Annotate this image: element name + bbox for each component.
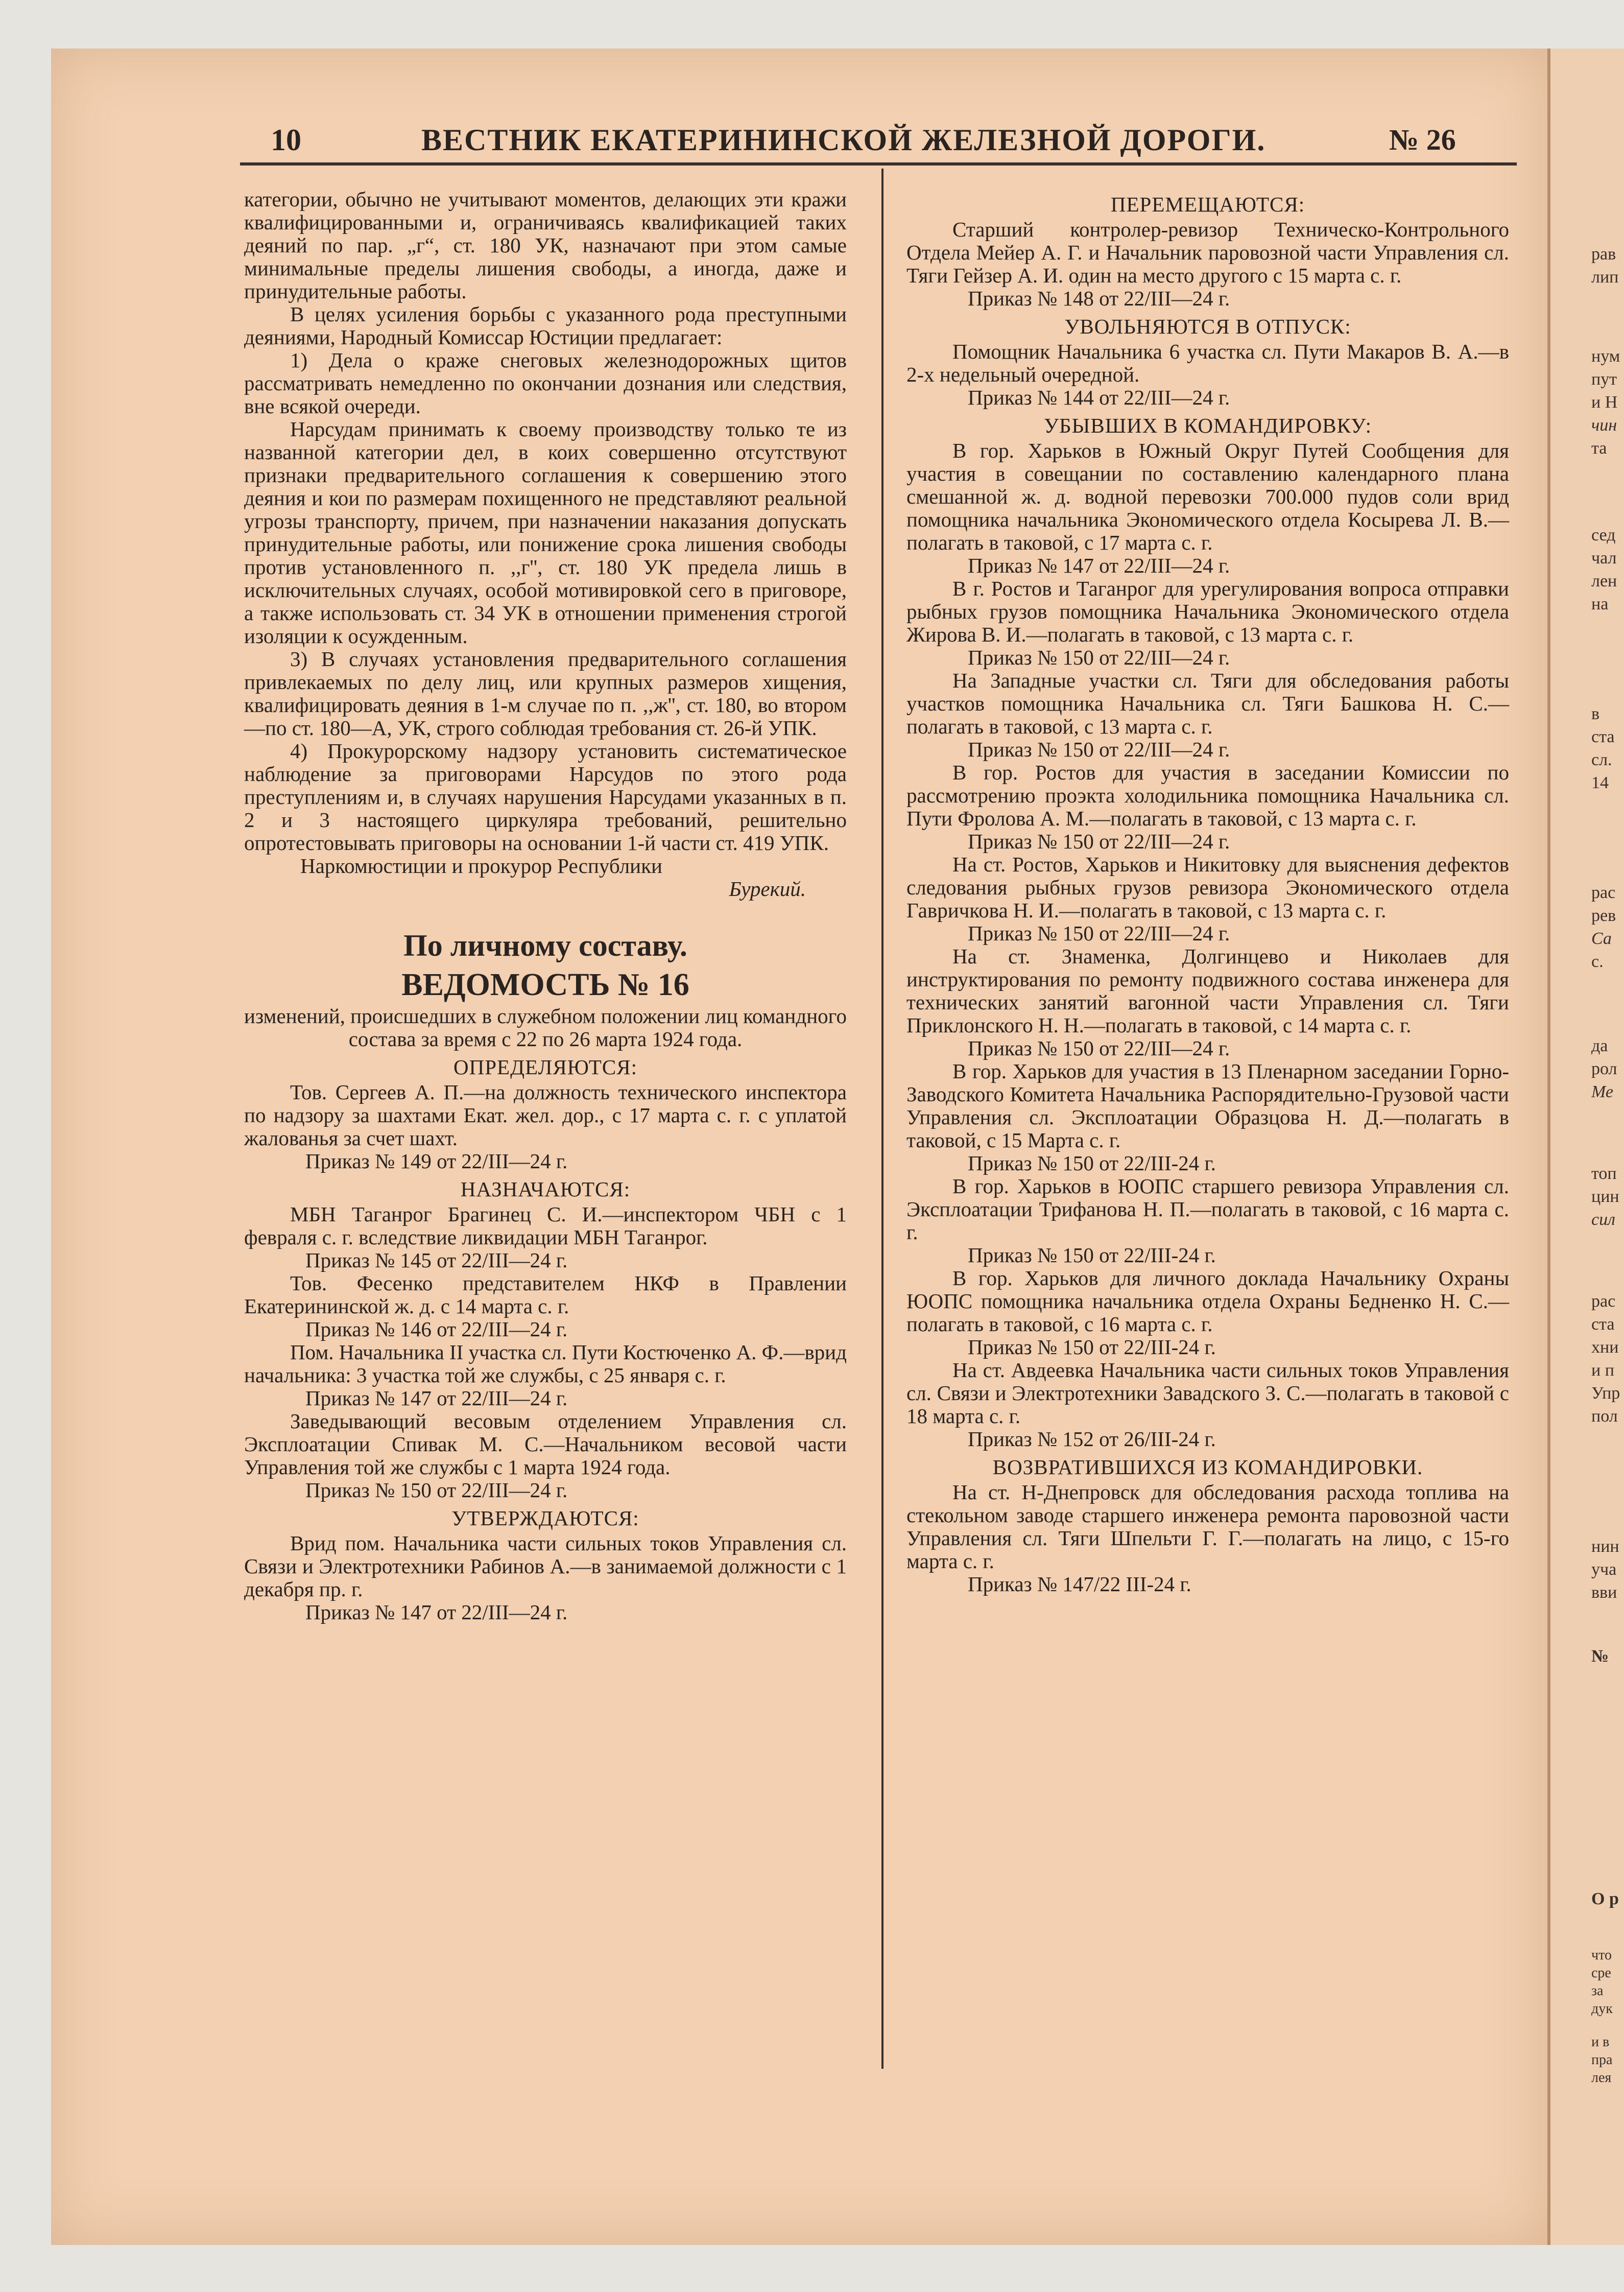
order-line: Приказ № 150 от 22/III—24 г.: [968, 921, 1230, 945]
facing-page-fragment: и в: [1591, 2034, 1610, 2050]
facing-page-fragment: в: [1591, 704, 1600, 723]
masthead-title: ВЕСТНИК ЕКАТЕРИНИНСКОЙ ЖЕЛЕЗНОЙ ДОРОГИ.: [421, 123, 1266, 157]
paragraph: Нарсудам принимать к своему производству только те из названной категории дел, в коих совершенно отсутствуют признаки предварительного соглашения к совершению этого деяния и кои по размерам похищенного не представляют реальной угрозы транспорту, причем, при назначении наказания допускать принудительные работы, или понижение срока лишения свободы против установленного п. ,,г'', ст. 180 УК предела лишь в исключительных случаях, особой мотивировкой сего в приговоре, а также использовать ст. 34 УК в отношении применения строгой изоляции к осужденным.: [244, 417, 847, 648]
entry: На ст. Ростов, Харьков и Никитовку для выяснения дефектов следования рыбных грузов ревизора Экономического отдела Гавричкова Н. И.—полагать в таковой, с 13 марта с. г.: [906, 853, 1509, 922]
vedomost-title: ВЕДОМОСТЬ № 16: [401, 967, 689, 1002]
facing-page-fragment: чин: [1591, 416, 1617, 435]
left-column: [244, 188, 847, 1624]
page-number: 10: [271, 123, 301, 157]
paragraph: 1) Дела о краже снеговых железнодорожных щитов рассматривать немедленно по окончании дознания или следствия, вне всякой очереди.: [244, 348, 847, 418]
order-line: Приказ № 150 от 22/III—24 г.: [968, 830, 1230, 853]
entry: В гор. Харьков для участия в 13 Пленарном заседании Горно-Заводского Комитета Начальника Распорядительно-Грузовой части Управления сл. Эксплоатации Образцова Н. Д.—полагать в таковой, с 15 Марта с. г.: [906, 1059, 1509, 1152]
facing-page-fragment: Ме: [1591, 1082, 1613, 1101]
facing-page-fragment: Са: [1591, 929, 1612, 948]
facing-page-fragment: пол: [1591, 1407, 1618, 1426]
header-rule: [240, 162, 1517, 166]
heading-otpusk: УВОЛЬНЯЮТСЯ В ОТПУСК:: [1064, 315, 1351, 338]
facing-page-fragment: и Н: [1591, 393, 1618, 412]
column-divider: [881, 169, 883, 2069]
heading-naznachayutsya: НАЗНАЧАЮТСЯ:: [460, 1177, 631, 1201]
facing-page-fragment: сл.: [1591, 750, 1612, 769]
entry: Врид пом. Начальника части сильных токов Управления сл. Связи и Электротехники Рабинов А.—в занимаемой должности с 1 декабря пр. г.: [244, 1531, 847, 1601]
facing-page-fragment: с.: [1591, 952, 1604, 971]
heading-opredelyayutsya: ОПРЕДЕЛЯЮТСЯ:: [453, 1055, 637, 1079]
entry: Тов. Фесенко представителем НКФ в Правлении Екатерининской ж. д. с 14 марта с. г.: [244, 1271, 847, 1318]
order-line: Приказ № 147/22 III-24 г.: [968, 1572, 1191, 1596]
facing-page-fragment: дук: [1591, 2001, 1613, 2017]
order-line: Приказ № 148 от 22/III—24 г.: [968, 287, 1230, 310]
facing-page-fragment: ста: [1591, 1315, 1615, 1334]
paragraph: 3) В случаях установления предварительного соглашения привлекаемых по делу лиц, или крупных размеров хищения, квалифицировать деяния в 1-м случае по п. ,,ж'', ст. 180, во втором—по ст. 180—А, УК, строго соблюдая требования ст. 26-й УПК.: [244, 647, 847, 740]
facing-page-fragment: хни: [1591, 1338, 1619, 1357]
entry: На ст. Знаменка, Долгинцево и Николаев для инструктирования по ремонту подвижного состава инженера для технических занятий вагонной части Управления сл. Тяги Приклонского Н. Н.—полагать в таковой, с 14 марта с. г.: [906, 944, 1509, 1037]
entry: На Западные участки сл. Тяги для обследования работы участков помощника Начальника сл. Тяги Башкова Н. С.—полагать в таковой, с 13 марта с. г.: [906, 669, 1509, 738]
facing-page-fragment: Упр: [1591, 1384, 1620, 1403]
order-line: Приказ № 146 от 22/III—24 г.: [305, 1317, 568, 1341]
order-line: Приказ № 150 от 22/III—24 г.: [968, 1036, 1230, 1060]
heading-utverzhdayutsya: УТВЕРЖДАЮТСЯ:: [451, 1506, 639, 1530]
facing-page-fragment: рол: [1591, 1059, 1617, 1078]
order-line: Приказ № 144 от 22/III—24 г.: [968, 386, 1230, 409]
facing-page-fragment: топ: [1591, 1164, 1617, 1183]
facing-page-fragment: нум: [1591, 347, 1620, 366]
entry: В гор. Харьков в ЮОПС старшего ревизора Управления сл. Эксплоатации Трифанова Н. П.—полагать в таковой, с 16 марта с. г.: [906, 1174, 1509, 1244]
heading-vozvrativshikhsya: ВОЗВРАТИВШИХСЯ ИЗ КОМАНДИРОВКИ.: [992, 1455, 1423, 1479]
paragraph: 4) Прокурорскому надзору установить систематическое наблюдение за приговорами Нарсудов по этого рода преступлениям и, в случаях нарушения Нарсудами указанных в п. 2 и 3 настоящего циркуляра требований, решительно опротестовывать приговоры на основании 1-й части ст. 419 УПК.: [244, 739, 847, 855]
order-line: Приказ № 152 от 26/III-24 г.: [968, 1427, 1216, 1451]
facing-page-fragment: ста: [1591, 727, 1615, 746]
facing-page-fragment: и п: [1591, 1361, 1614, 1380]
facing-page-fragment: что: [1591, 1947, 1612, 1963]
facing-page-fragment: та: [1591, 439, 1607, 458]
entry: Заведывающий весовым отделением Управления сл. Эксплоатации Спивак М. С.—Начальником весовой части Управления той же службы с 1 марта 1924 года.: [244, 1409, 847, 1479]
facing-page-fragment: рав: [1591, 245, 1616, 264]
entry: В гор. Харьков в Южный Округ Путей Сообщения для участия в совещании по составлению календарного плана смешанной ж. д. водной перевозки 700.000 пудов соли врид помощника начальника Экономического отдела Косырева Л. В.—полагать в таковой, с 17 марта с. г.: [906, 439, 1509, 554]
signature-name: Бурекий.: [729, 877, 806, 901]
facing-page-fragment: нин: [1591, 1537, 1619, 1556]
entry: На ст. Н-Днепровск для обследования расхода топлива на стекольном заводе старшего инженера ремонта паровозной части Управления сл. Тяги Шпельти Г. Г.—полагать на лицо, с 15-го марта с. г.: [906, 1480, 1509, 1573]
facing-page-fragment: №: [1591, 1647, 1609, 1666]
facing-page-fragment: за: [1591, 1983, 1604, 1999]
entry: Пом. Начальника II участка сл. Пути Костюченко А. Ф.—врид начальника: 3 участка той же службы, с 25 января с. г.: [244, 1340, 847, 1387]
order-line: Приказ № 147 от 22/III—24 г.: [968, 554, 1230, 577]
section-title: По личному составу.: [403, 929, 687, 962]
order-line: Приказ № 145 от 22/III—24 г.: [305, 1248, 568, 1272]
order-line: Приказ № 150 от 22/III—24 г.: [968, 738, 1230, 761]
facing-page-fragment: сед: [1591, 526, 1616, 545]
order-line: Приказ № 150 от 22/III-24 г.: [968, 1243, 1216, 1267]
order-line: Приказ № 150 от 22/III-24 г.: [968, 1335, 1216, 1359]
entry: В гор. Харьков для личного доклада Начальнику Охраны ЮОПС помощника начальника отдела Охраны Бедненко Н. С.—полагать в таковой, с 16 марта с. г.: [906, 1266, 1509, 1336]
right-column: [906, 188, 1509, 1596]
order-line: Приказ № 147 от 22/III—24 г.: [305, 1600, 568, 1624]
order-line: Приказ № 150 от 22/III-24 г.: [968, 1151, 1216, 1175]
facing-page-fragment: чал: [1591, 549, 1617, 568]
facing-page-fragment: О р: [1591, 1889, 1619, 1908]
entry: В г. Ростов и Таганрог для урегулирования вопроса отправки рыбных грузов помощника Начальника Экономического отдела Жирова В. И.—полагать в таковой, с 13 марта с. г.: [906, 577, 1509, 646]
facing-page-fragment: рас: [1591, 1292, 1616, 1311]
facing-page-fragment: пут: [1591, 370, 1617, 389]
entry: МБН Таганрог Брагинец С. И.—инспектором ЧБН с 1 февраля с. г. вследствие ликвидации МБН Таганрог.: [244, 1202, 847, 1249]
entry: Помощник Начальника 6 участка сл. Пути Макаров В. А.—в 2-х недельный очередной.: [906, 340, 1509, 386]
facing-page-fragment: сил: [1591, 1210, 1615, 1229]
facing-page-edge: [1547, 49, 1624, 2245]
facing-page-fragment: сре: [1591, 1965, 1611, 1981]
entry: На ст. Авдеевка Начальника части сильных токов Управления сл. Связи и Электротехники Завадского З. С.—полагать в таковой с 18 марта с. г.: [906, 1358, 1509, 1428]
facing-page-fragment: лип: [1591, 268, 1619, 287]
order-line: Приказ № 147 от 22/III—24 г.: [305, 1386, 568, 1410]
paragraph: В целях усиления борьбы с указанного рода преступными деяниями, Народный Комиссар Юстиции предлагает:: [244, 302, 847, 349]
order-line: Приказ № 149 от 22/III—24 г.: [305, 1149, 568, 1173]
signature-line: Наркомюстиции и прокурор Республики: [300, 854, 662, 878]
vedomost-subtitle: изменений, происшедших в служебном положении лиц командного состава за время с 22 по 26 марта 1924 года.: [244, 1004, 847, 1051]
facing-page-fragment: вви: [1591, 1583, 1617, 1602]
facing-page-fragment: цин: [1591, 1187, 1619, 1206]
order-line: Приказ № 150 от 22/III—24 г.: [968, 646, 1230, 669]
paragraph: категории, обычно не учитывают моментов, делающих эти кражи квалифицированными и, ограничиваясь квалификацией таких деяний по пар. „г“, ст. 180 УК, назначают при этом самые минимальные пределы лишения свободы, а иногда, даже и принудительные работы.: [244, 187, 847, 303]
entry: В гор. Ростов для участия в заседании Комиссии по рассмотрению проэкта холодильника помощника Начальника сл. Пути Фролова А. М.—полагать в таковой, с 13 марта с. г.: [906, 761, 1509, 830]
facing-page-fragment: на: [1591, 595, 1609, 613]
facing-page-fragment: лен: [1591, 572, 1617, 590]
facing-page-fragment: рев: [1591, 906, 1616, 925]
facing-page-fragment: да: [1591, 1036, 1608, 1055]
entry: Тов. Сергеев А. П.—на должность технического инспектора по надзору за шахтами Екат. жел. дор., с 17 марта с. г. с уплатой жалованья за счет шахт.: [244, 1080, 847, 1150]
facing-page-fragment: пра: [1591, 2052, 1613, 2068]
facing-page-fragment: лея: [1591, 2070, 1612, 2086]
heading-komandirovka: УБЫВШИХ В КОМАНДИРОВКУ:: [1044, 414, 1372, 437]
issue-number: № 26: [1389, 123, 1456, 156]
order-line: Приказ № 150 от 22/III—24 г.: [305, 1478, 568, 1502]
facing-page-fragment: рас: [1591, 883, 1616, 902]
facing-page-fragment: 14: [1591, 773, 1609, 792]
heading-peremeshchayutsya: ПЕРЕМЕЩАЮТСЯ:: [1110, 193, 1305, 216]
facing-page-fragment: уча: [1591, 1560, 1617, 1579]
entry: Старший контролер-ревизор Техническо-Контрольного Отдела Мейер А. Г. и Начальник паровозной части Управления сл. Тяги Гейзер А. И. один на место другого с 15 марта с. г.: [906, 218, 1509, 287]
